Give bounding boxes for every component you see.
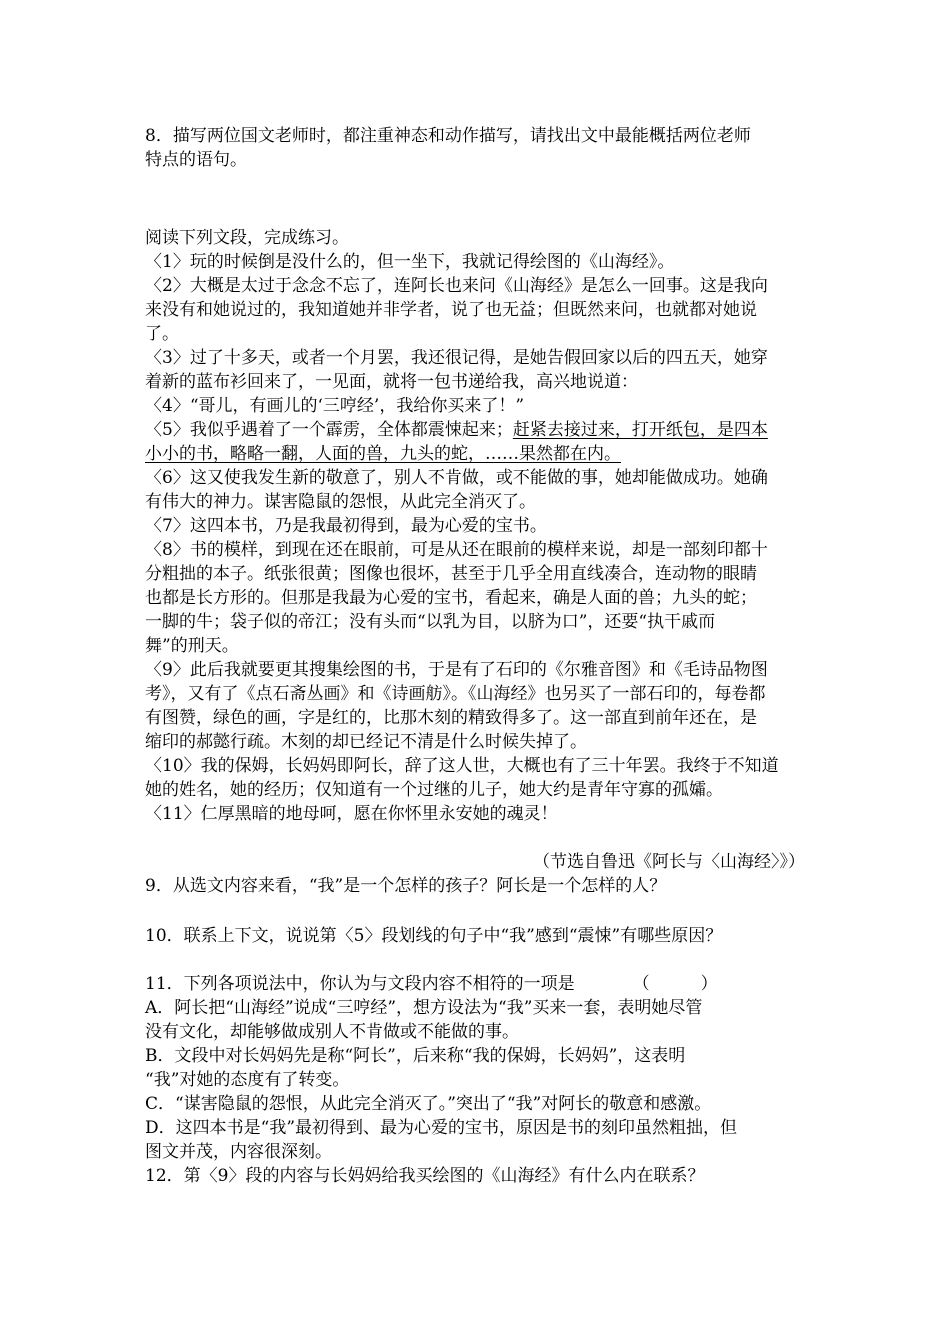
paragraph-5-underlined: 小小的书，略略一翻，人面的兽，九头的蛇，……果然都在内。 xyxy=(145,444,621,464)
paragraph-3-line: 〈3〉过了十多天，或者一个月罢，我还很记得，是她告假回家以后的四五天，她穿 xyxy=(145,348,768,368)
paragraph-10-line: 〈10〉我的保姆，长妈妈即阿长，辞了这人世，大概也有了三十年罢。我终于不知道 xyxy=(145,756,779,776)
paragraph-10-line: 她的姓名，她的经历；仅知道有一个过继的儿子，她大约是青年守寡的孤孀。 xyxy=(145,780,723,800)
question-10 xyxy=(145,924,810,948)
question-10-text: 10．联系上下文，说说第〈5〉段划线的句子中“我”感到“震悚”有哪些原因？ xyxy=(145,926,723,946)
answer-blank: （ ） xyxy=(632,974,718,994)
paragraph-5-line xyxy=(145,442,810,466)
question-8-line: 特点的语句。 xyxy=(145,150,247,170)
reading-passage xyxy=(145,226,810,826)
question-11-stem: 11．下列各项说法中，你认为与文段内容不相符的一项是 xyxy=(145,974,575,994)
question-8 xyxy=(145,124,810,172)
paragraph-8-line: 〈8〉书的模样，到现在还在眼前，可是从还在眼前的模样来说，却是一部刻印都十 xyxy=(145,540,768,560)
paragraph-3-line: 着新的蓝布衫回来了，一见面，就将一包书递给我，高兴地说道： xyxy=(145,372,638,392)
paragraph-8-line: 舞”的刑天。 xyxy=(145,636,239,656)
paragraph-9-line: 缩印的郝懿行疏。木刻的却已经记不清是什么时候失掉了。 xyxy=(145,732,587,752)
question-11 xyxy=(145,972,810,1188)
paragraph-9-line: 考》，又有了《点石斋丛画》和《诗画舫》。《山海经》也另买了一部石印的，每卷都 xyxy=(145,684,766,704)
option-c-line: C．“谋害隐鼠的怨恨，从此完全消灭了。”突出了“我”对阿长的敬意和感激。 xyxy=(145,1094,712,1114)
option-a-line: 没有文化，却能够做成别人不肯做或不能做的事。 xyxy=(145,1022,519,1042)
paragraph-2-line: 〈2〉大概是太过于念念不忘了，连阿长也来问《山海经》是怎么一回事。这是我向 xyxy=(145,276,768,296)
paragraph-9-line: 有图赞，绿色的画，字是红的，比那木刻的精致得多了。这一部直到前年还在，是 xyxy=(145,708,757,728)
paragraph-9-line: 〈9〉此后我就要更其搜集绘图的书，于是有了石印的《尔雅音图》和《毛诗品物图 xyxy=(145,660,768,680)
paragraph-5-line xyxy=(145,418,810,442)
paragraph-6-line: 有伟大的神力。谋害隐鼠的怨恨，从此完全消灭了。 xyxy=(145,492,536,512)
question-9 xyxy=(145,874,810,898)
paragraph-8-line: 一脚的牛；袋子似的帝江；没有头而“以乳为目，以脐为口”，还要“执干戚而 xyxy=(145,612,716,632)
passage-source: （节选自鲁迅《阿长与〈山海经〉》） xyxy=(533,852,805,872)
paragraph-2-line: 来没有和她说过的，我知道她并非学者，说了也无益；但既然来问，也就都对她说 xyxy=(145,300,757,320)
option-b-line: “我”对她的态度有了转变。 xyxy=(145,1070,350,1090)
paragraph-11: 〈11〉仁厚黑暗的地母呵，愿在你怀里永安她的魂灵！ xyxy=(145,804,558,824)
question-11-stem-line xyxy=(145,972,810,996)
paragraph-8-line: 也都是长方形的。但那是我最为心爱的宝书，看起来，确是人面的兽；九头的蛇； xyxy=(145,588,757,608)
paragraph-5-underlined: 赶紧去接过来，打开纸包，是四本 xyxy=(512,420,768,440)
paragraph-1: 〈1〉玩的时候倒是没什么的，但一坐下，我就记得绘图的《山海经》。 xyxy=(145,252,675,272)
option-a-line: A．阿长把“山海经”说成“三哼经”，想方设法为“我”买来一套，表明她尽管 xyxy=(145,998,703,1018)
passage-intro: 阅读下列文段，完成练习。 xyxy=(145,228,349,248)
paragraph-5-prefix: 〈5〉我似乎遇着了一个霹雳，全体都震悚起来； xyxy=(145,420,513,440)
paragraph-2-line: 了。 xyxy=(145,324,179,344)
paragraph-8-line: 分粗拙的本子。纸张很黄；图像也很坏，甚至于几乎全用直线凑合，连动物的眼睛 xyxy=(145,564,757,584)
option-d-line: 图文并茂，内容很深刻。 xyxy=(145,1142,332,1162)
option-b-line: B．文段中对长妈妈先是称“阿长”，后来称“我的保姆，长妈妈”，这表明 xyxy=(145,1046,686,1066)
paragraph-6-line: 〈6〉这又使我发生新的敬意了，别人不肯做，或不能做的事，她却能做成功。她确 xyxy=(145,468,768,488)
question-12-text: 12．第〈9〉段的内容与长妈妈给我买绘图的《山海经》有什么内在联系？ xyxy=(145,1166,705,1186)
question-9-text: 9．从选文内容来看，“我”是一个怎样的孩子？阿长是一个怎样的人？ xyxy=(145,876,667,896)
question-8-line: 8．描写两位国文老师时，都注重神态和动作描写，请找出文中最能概括两位老师 xyxy=(145,126,751,146)
paragraph-4: 〈4〉“哥儿，有画儿的‘三哼经’，我给你买来了！” xyxy=(145,396,525,416)
paragraph-7: 〈7〉这四本书，乃是我最初得到，最为心爱的宝书。 xyxy=(145,516,547,536)
option-d-line: D．这四本书是“我”最初得到、最为心爱的宝书，原因是书的刻印虽然粗拙，但 xyxy=(145,1118,738,1138)
